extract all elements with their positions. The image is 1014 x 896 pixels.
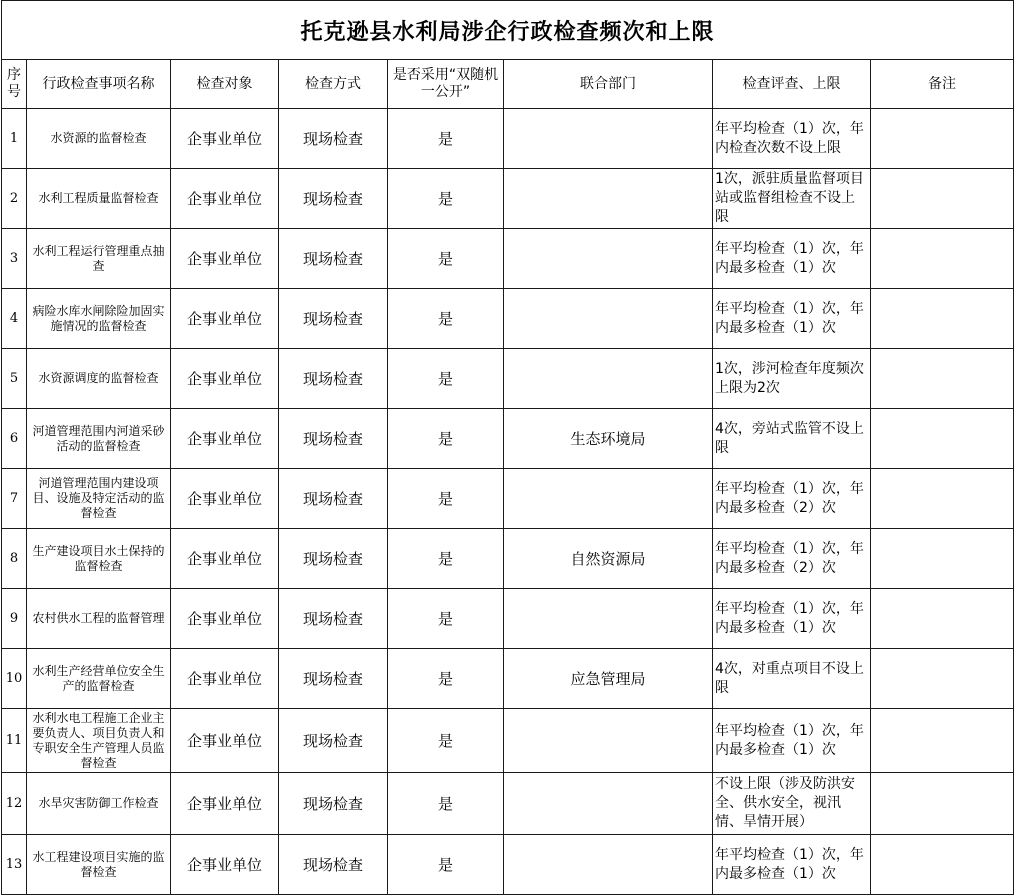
row-note (871, 229, 1014, 289)
table-row (2, 409, 1014, 469)
row-dept (504, 709, 713, 773)
row-method: 现场检查 (279, 169, 388, 229)
row-random: 是 (388, 409, 504, 469)
row-method: 现场检查 (279, 529, 388, 589)
row-method: 现场检查 (279, 289, 388, 349)
table-row (2, 169, 1014, 229)
row-limit: 年平均检查（1）次，年内最多检查（1）次 (713, 835, 871, 895)
table-row (2, 589, 1014, 649)
row-item-name: 水工程建设项目实施的监督检查 (27, 835, 171, 895)
row-dept (504, 289, 713, 349)
row-seq: 8 (2, 529, 27, 589)
row-dept (504, 109, 713, 169)
row-limit: 年平均检查（1）次，年内检查次数不设上限 (713, 109, 871, 169)
row-dept (504, 169, 713, 229)
table-row (2, 773, 1014, 835)
row-limit: 不设上限（涉及防洪安全、供水安全，视汛情、旱情开展） (713, 773, 871, 835)
row-method: 现场检查 (279, 109, 388, 169)
row-method: 现场检查 (279, 409, 388, 469)
row-seq: 5 (2, 349, 27, 409)
row-seq: 2 (2, 169, 27, 229)
row-item-name: 水资源调度的监督检查 (27, 349, 171, 409)
row-item-name: 病险水库水闸除险加固实施情况的监督检查 (27, 289, 171, 349)
row-limit: 年平均检查（1）次，年内最多检查（1）次 (713, 709, 871, 773)
row-method: 现场检查 (279, 649, 388, 709)
row-dept (504, 349, 713, 409)
row-target: 企事业单位 (171, 589, 279, 649)
row-dept (504, 589, 713, 649)
row-dept: 应急管理局 (504, 649, 713, 709)
row-item-name: 农村供水工程的监督管理 (27, 589, 171, 649)
row-dept (504, 229, 713, 289)
header-dept: 联合部门 (504, 60, 713, 109)
row-limit: 1次，涉河检查年度频次上限为2次 (713, 349, 871, 409)
row-method: 现场检查 (279, 229, 388, 289)
row-target: 企事业单位 (171, 409, 279, 469)
row-method: 现场检查 (279, 709, 388, 773)
row-target: 企事业单位 (171, 835, 279, 895)
header-random: 是否采用“双随机一公开” (388, 60, 504, 109)
row-note (871, 409, 1014, 469)
row-limit: 4次，对重点项目不设上限 (713, 649, 871, 709)
row-random: 是 (388, 649, 504, 709)
row-target: 企事业单位 (171, 349, 279, 409)
row-seq: 11 (2, 709, 27, 773)
row-target: 企事业单位 (171, 229, 279, 289)
row-target: 企事业单位 (171, 529, 279, 589)
table-row (2, 289, 1014, 349)
row-limit: 1次，派驻质量监督项目站或监督组检查不设上限 (713, 169, 871, 229)
row-seq: 4 (2, 289, 27, 349)
row-method: 现场检查 (279, 589, 388, 649)
row-limit: 年平均检查（1）次，年内最多检查（1）次 (713, 289, 871, 349)
row-seq: 6 (2, 409, 27, 469)
row-limit: 年平均检查（1）次，年内最多检查（1）次 (713, 229, 871, 289)
row-method: 现场检查 (279, 349, 388, 409)
header-method: 检查方式 (279, 60, 388, 109)
row-item-name: 河道管理范围内河道采砂活动的监督检查 (27, 409, 171, 469)
row-random: 是 (388, 529, 504, 589)
row-target: 企事业单位 (171, 649, 279, 709)
row-note (871, 709, 1014, 773)
table-row (2, 835, 1014, 895)
row-random: 是 (388, 289, 504, 349)
row-random: 是 (388, 709, 504, 773)
row-note (871, 469, 1014, 529)
row-random: 是 (388, 835, 504, 895)
row-limit: 年平均检查（1）次，年内最多检查（2）次 (713, 469, 871, 529)
row-dept (504, 773, 713, 835)
row-target: 企事业单位 (171, 709, 279, 773)
row-note (871, 289, 1014, 349)
row-item-name: 水利水电工程施工企业主要负责人、项目负责人和专职安全生产管理人员监督检查 (27, 709, 171, 773)
row-seq: 12 (2, 773, 27, 835)
row-seq: 13 (2, 835, 27, 895)
row-random: 是 (388, 349, 504, 409)
header-seq: 序号 (2, 60, 27, 109)
row-limit: 4次，旁站式监管不设上限 (713, 409, 871, 469)
row-dept: 生态环境局 (504, 409, 713, 469)
row-target: 企事业单位 (171, 289, 279, 349)
row-random: 是 (388, 589, 504, 649)
row-seq: 10 (2, 649, 27, 709)
row-random: 是 (388, 469, 504, 529)
row-dept (504, 835, 713, 895)
row-method: 现场检查 (279, 469, 388, 529)
row-item-name: 水利生产经营单位安全生产的监督检查 (27, 649, 171, 709)
row-item-name: 河道管理范围内建设项目、设施及特定活动的监督检查 (27, 469, 171, 529)
row-dept (504, 469, 713, 529)
table-row (2, 709, 1014, 773)
header-row (2, 60, 1014, 109)
row-seq: 3 (2, 229, 27, 289)
table-row (2, 649, 1014, 709)
row-seq: 9 (2, 589, 27, 649)
row-random: 是 (388, 229, 504, 289)
row-item-name: 水利工程质量监督检查 (27, 169, 171, 229)
header-target: 检查对象 (171, 60, 279, 109)
row-note (871, 835, 1014, 895)
table-row (2, 229, 1014, 289)
row-seq: 1 (2, 109, 27, 169)
table-row (2, 349, 1014, 409)
page-title: 托克逊县水利局涉企行政检查频次和上限 (2, 1, 1014, 60)
row-item-name: 水资源的监督检查 (27, 109, 171, 169)
row-note (871, 349, 1014, 409)
row-note (871, 529, 1014, 589)
row-item-name: 水旱灾害防御工作检查 (27, 773, 171, 835)
table-row (2, 469, 1014, 529)
row-dept: 自然资源局 (504, 529, 713, 589)
row-limit: 年平均检查（1）次，年内最多检查（2）次 (713, 529, 871, 589)
row-note (871, 649, 1014, 709)
row-item-name: 水利工程运行管理重点抽查 (27, 229, 171, 289)
row-target: 企事业单位 (171, 109, 279, 169)
table-row (2, 109, 1014, 169)
row-item-name: 生产建设项目水土保持的监督检查 (27, 529, 171, 589)
row-note (871, 169, 1014, 229)
row-target: 企事业单位 (171, 469, 279, 529)
header-limit: 检查评查、上限 (713, 60, 871, 109)
table-row (2, 529, 1014, 589)
row-note (871, 109, 1014, 169)
row-note (871, 589, 1014, 649)
row-limit: 年平均检查（1）次，年内最多检查（1）次 (713, 589, 871, 649)
row-random: 是 (388, 773, 504, 835)
row-target: 企事业单位 (171, 773, 279, 835)
row-note (871, 773, 1014, 835)
row-random: 是 (388, 169, 504, 229)
header-note: 备注 (871, 60, 1014, 109)
row-random: 是 (388, 109, 504, 169)
inspection-table (1, 0, 1014, 895)
row-method: 现场检查 (279, 773, 388, 835)
header-item: 行政检查事项名称 (27, 60, 171, 109)
row-target: 企事业单位 (171, 169, 279, 229)
row-seq: 7 (2, 469, 27, 529)
row-method: 现场检查 (279, 835, 388, 895)
